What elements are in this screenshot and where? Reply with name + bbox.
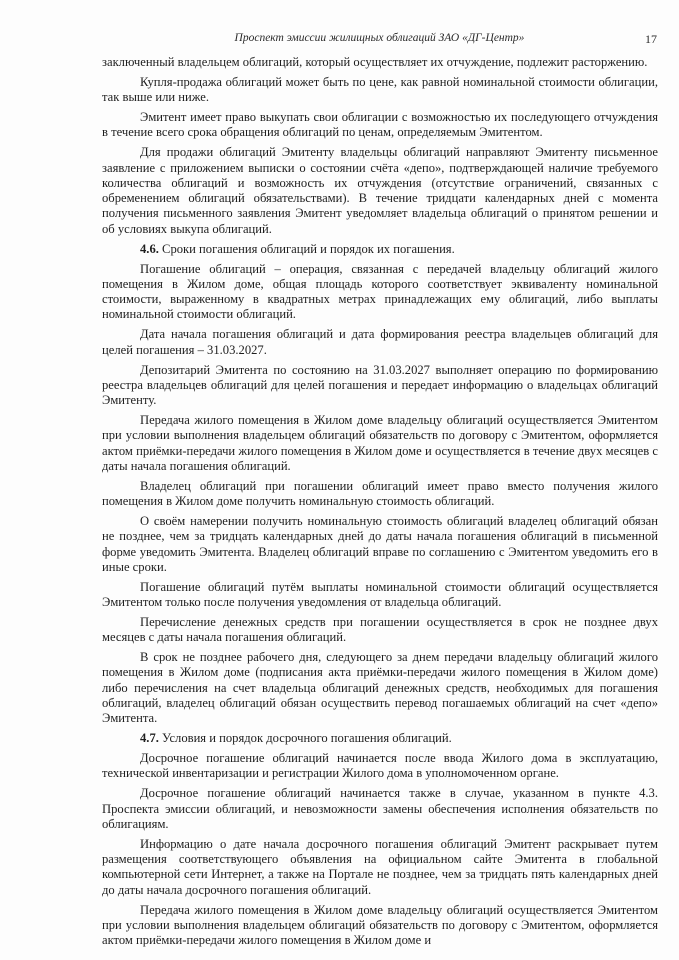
paragraph: О своём намерении получить номинальную стоимость облигаций владелец облигаций обязан не позднее, чем за тридцать календарных дней до даты начала погашения облигаций в письменной форме уведомить Эмитента. Владелец облигаций вправе по соглашению с Эмитентом уведомить его в иные сроки. (102, 513, 658, 574)
document-body (102, 55, 658, 953)
section-title: Условия и порядок досрочного погашения облигаций. (162, 731, 452, 746)
paragraph: Купля-продажа облигаций может быть по цене, как равной номинальной стоимости облигации, так выше или ниже. (102, 74, 658, 105)
paragraph: Передача жилого помещения в Жилом доме владельцу облигаций осуществляется Эмитентом при условии выполнения владельцем облигаций обязательств по договору с Эмитентом, оформляется актом приёмки-передачи жилого помещения в Жилом доме и осуществляется в течение двух месяцев с даты начала погашения облигаций. (102, 412, 658, 473)
section-heading-4-6 (102, 242, 658, 257)
paragraph: Информацию о дате начала досрочного погашения облигаций Эмитент раскрывает путем размещения соответствующего объявления на официальном сайте Эмитента в глобальной компьютерной сети Интернет, а также на Портале не позднее, чем за тридцать пять календарных дней до даты начала досрочного погашения облигаций. (102, 836, 658, 897)
paragraph: Для продажи облигаций Эмитенту владельцы облигаций направляют Эмитенту письменное заявление с приложением выписки о состоянии счёта «депо», подтверждающей наличие требуемого количества облигаций и возможность их отчуждения (отсутствие ограничений, связанных с обременением облигаций обязательствами). В течение тридцати календарных дней с момента получения письменного заявления Эмитент уведомляет владельца облигаций о принятом решении и об условиях выкупа облигаций. (102, 145, 658, 236)
header-title: Проспект эмиссии жилищных облигаций ЗАО «ДГ-Центр» (234, 32, 525, 44)
paragraph: В срок не позднее рабочего дня, следующего за днем передачи владельцу облигаций жилого помещения в Жилом доме (подписания акта приёмки-передачи жилого помещения в Жилом доме) либо перечисления на счет владельца облигаций денежных средств, необходимых для погашения облигаций, владелец облигаций обязан осуществить перевод погашаемых облигаций на счет «депо» Эмитента. (102, 650, 658, 726)
section-number: 4.6. (140, 241, 159, 256)
paragraph-continuation: заключенный владельцем облигаций, который осуществляет их отчуждение, подлежит расторжению. (102, 55, 648, 69)
paragraph: Депозитарий Эмитента по состоянию на 31.03.2027 выполняет операцию по формированию реестра владельцев облигаций для целей погашения и передает информацию о владельцах облигаций Эмитенту. (102, 362, 658, 408)
paragraph: Дата начала погашения облигаций и дата формирования реестра владельцев облигаций для целей погашения – 31.03.2027. (102, 327, 658, 357)
running-header (102, 32, 657, 48)
paragraph: Досрочное погашение облигаций начинается также в случае, указанном в пункте 4.3. Проспекта эмиссии облигаций, и невозможности замены обеспечения исполнения обязательств по облигациям. (102, 786, 658, 831)
paragraph: Погашение облигаций – операция, связанная с передачей владельцу облигаций жилого помещения в Жилом доме, общая площадь которого соответствует эквиваленту номинальной стоимости, выраженному в квадратных метрах принадлежащих ему облигаций, либо выплаты номинальной стоимости облигаций. (102, 261, 658, 322)
section-title: Сроки погашения облигаций и порядок их погашения. (162, 241, 455, 256)
section-heading-4-7 (102, 731, 658, 746)
paragraph: Передача жилого помещения в Жилом доме владельцу облигаций осуществляется Эмитентом при условии выполнения владельцем облигаций обязательств по договору с Эмитентом, оформляется актом приёмки-передачи жилого помещения в Жилом доме и (102, 902, 658, 948)
paragraph: Перечисление денежных средств при погашении осуществляется в срок не позднее двух месяцев с даты начала погашения облигаций. (102, 614, 658, 645)
paragraph: Погашение облигаций путём выплаты номинальной стоимости облигаций осуществляется Эмитентом только после получения уведомления от владельца облигаций. (102, 579, 658, 610)
paragraph: Эмитент имеет право выкупать свои облигации с возможностью их последующего отчуждения в течение всего срока обращения облигаций по ценам, определяемым Эмитентом. (102, 110, 658, 140)
page-number: 17 (645, 32, 657, 46)
section-number: 4.7. (140, 731, 159, 746)
paragraph: Досрочное погашение облигаций начинается после ввода Жилого дома в эксплуатацию, технической инвентаризации и регистрации Жилого дома в уполномоченном органе. (102, 751, 658, 781)
paragraph: Владелец облигаций при погашении облигаций имеет право вместо получения жилого помещения в Жилом доме получить номинальную стоимость облигаций. (102, 478, 658, 509)
